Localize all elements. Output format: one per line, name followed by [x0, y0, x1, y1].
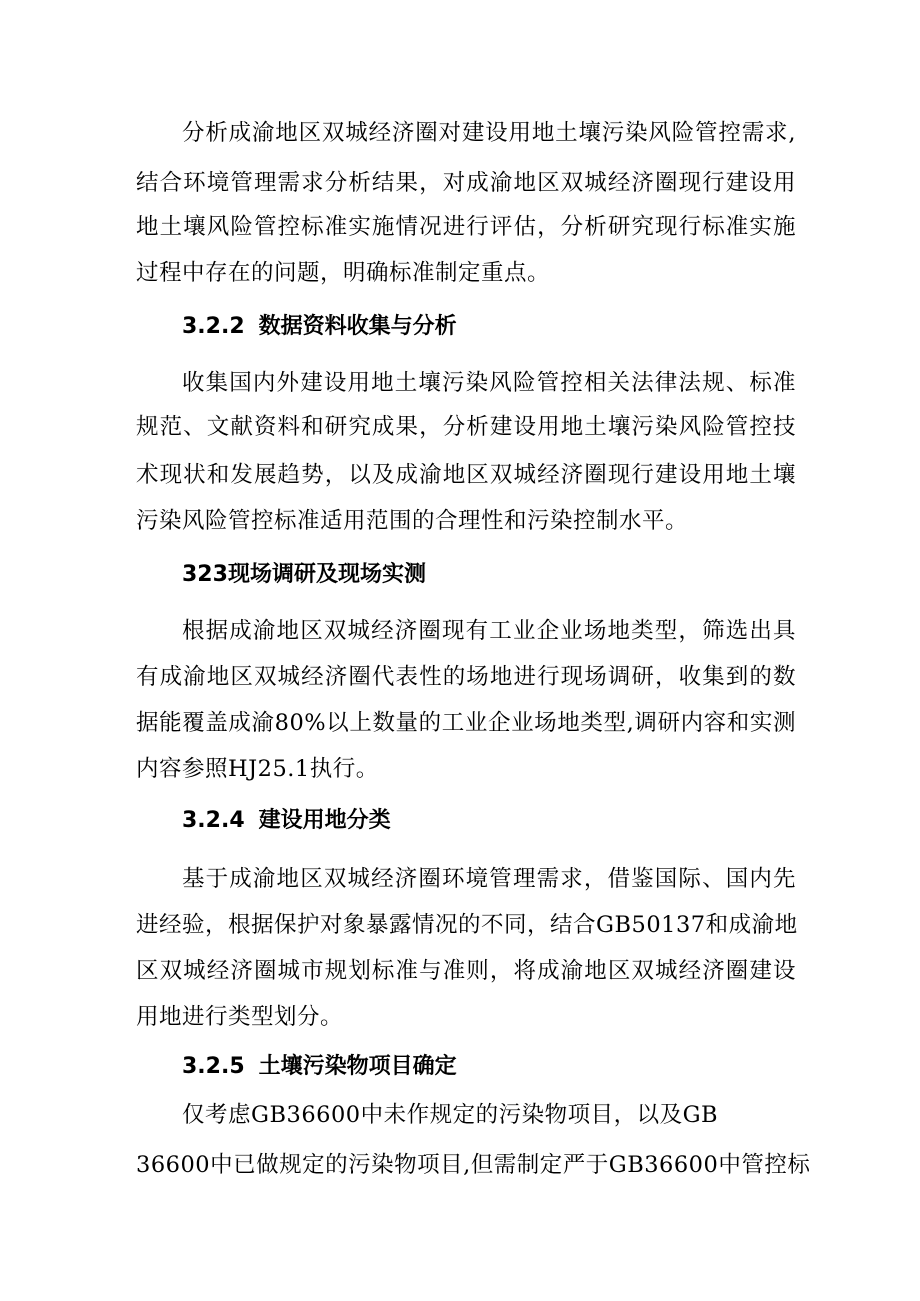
- paragraph-1-line-2: 结合环境管理需求分析结果，对成渝地区双城经济圈现行建设用: [136, 170, 796, 196]
- paragraph-3-line-2: 有成渝地区双城经济圈代表性的场地进行现场调研，收集到的数: [136, 664, 796, 690]
- section-title: 建设用地分类: [258, 808, 391, 833]
- paragraph-3-line-1: 根据成渝地区双城经济圈现有工业企业场地类型，筛选出具: [182, 618, 796, 644]
- section-number: 3.2.2: [182, 314, 245, 339]
- paragraph-2-line-4: 污染风险管控标准适用范围的合理性和污染控制水平。: [136, 508, 689, 534]
- paragraph-5-line-2: 36600中已做规定的污染物项目,但需制定严于GB36600中管控标: [136, 1152, 811, 1178]
- section-heading-3-2-5: [182, 1052, 457, 1082]
- section-heading-3-2-2: [182, 312, 457, 342]
- section-number: 3.2.5: [182, 1054, 245, 1079]
- paragraph-4-line-3: 区双城经济圈城市规划标准与准则，将成渝地区双城经济圈建设: [136, 958, 796, 984]
- paragraph-1-line-1: 分析成渝地区双城经济圈对建设用地土壤污染风险管控需求,: [182, 120, 796, 146]
- paragraph-4-line-4: 用地进行类型划分。: [136, 1004, 344, 1030]
- section-title: 土壤污染物项目确定: [258, 1054, 457, 1079]
- paragraph-1-line-3: 地土壤风险管控标准实施情况进行评估，分析研究现行标准实施: [136, 214, 796, 240]
- paragraph-5-line-1: 仅考虑GB36600中未作规定的污染物项目，以及GB: [182, 1102, 719, 1128]
- paragraph-2-line-2: 规范、文献资料和研究成果，分析建设用地土壤污染风险管控技: [136, 414, 796, 440]
- paragraph-2-line-1: 收集国内外建设用地土壤污染风险管控相关法律法规、标准: [182, 370, 796, 396]
- section-heading-3-2-4: [182, 806, 391, 836]
- paragraph-4-line-1: 基于成渝地区双城经济圈环境管理需求，借鉴国际、国内先: [182, 866, 796, 892]
- paragraph-1-line-4: 过程中存在的问题，明确标准制定重点。: [136, 260, 551, 286]
- paragraph-3-line-4: 内容参照HJ25.1执行。: [136, 756, 379, 782]
- section-title: 数据资料收集与分析: [258, 314, 457, 339]
- section-number: 3.2.4: [182, 808, 245, 833]
- section-number: 323: [182, 562, 228, 587]
- paragraph-4-line-2: 进经验，根据保护对象暴露情况的不同，结合GB50137和成渝地: [136, 912, 798, 938]
- section-title: 现场调研及现场实测: [227, 562, 426, 587]
- paragraph-2-line-3: 术现状和发展趋势，以及成渝地区双城经济圈现行建设用地土壤: [136, 462, 796, 488]
- section-heading-3-2-3: [182, 560, 426, 590]
- paragraph-3-line-3: 据能覆盖成渝80%以上数量的工业企业场地类型,调研内容和实测: [136, 710, 796, 736]
